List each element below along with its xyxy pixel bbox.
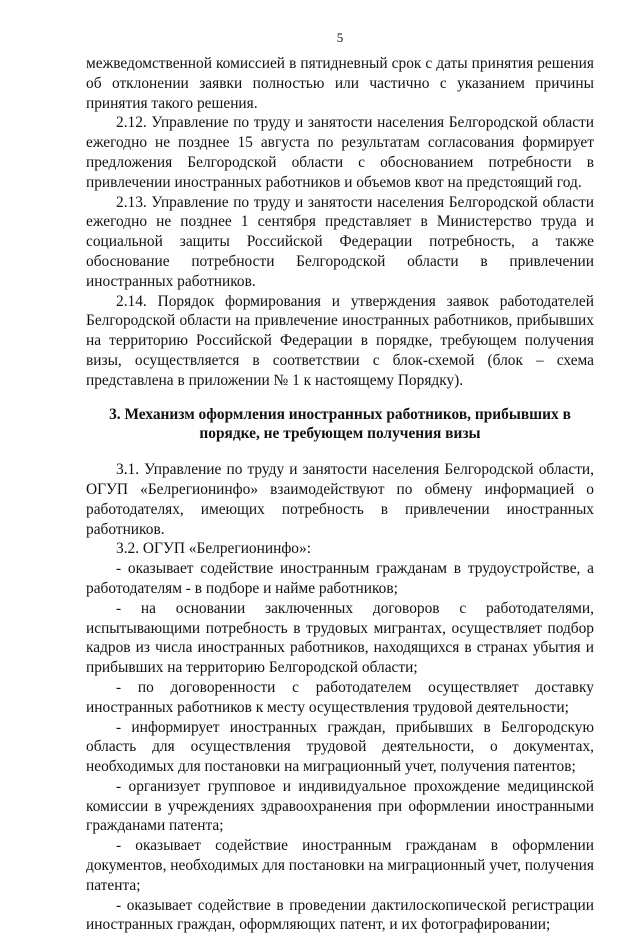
- paragraph-2-14: 2.14. Порядок формирования и утверждения заявок работодателей Белгородской области на привлечение иностранных работников, прибывших на территорию Российской Федерации в порядке, требующем получения визы, осуществляется в соответствии с блок-схемой (блок – схема представлена в приложении № 1 к настоящему Порядку).: [86, 292, 594, 389]
- paragraph-2-13: 2.13. Управление по труду и занятости населения Белгородской области ежегодно не позднее 1 сентября представляет в Министерство труда и социальной защиты Российской Федерации потребность, а также обоснование потребности Белгородской области в привлечении иностранных работников.: [86, 193, 594, 290]
- paragraph-2-12: 2.12. Управление по труду и занятости населения Белгородской области ежегодно не позднее 15 августа по результатам согласования формирует предложения Белгородской области с обоснованием потребности в привлечении иностранных работников и объемов квот на предстоящий год.: [86, 114, 594, 191]
- paragraph-3-2: 3.2. ОГУП «Белрегионинфо»:: [116, 540, 311, 558]
- paragraph-continuation: межведомственной комиссией в пятидневный срок с даты принятия решения об отклонении заявки полностью или частично с указанием причины принятия такого решения.: [86, 55, 594, 112]
- list-item-employment-assistance: - оказывает содействие иностранным гражданам в трудоустройстве, а работодателям - в подборе и найме работников;: [86, 560, 594, 597]
- paragraph-3-1: 3.1. Управление по труду и занятости населения Белгородской области, ОГУП «Белрегионинфо» взаимодействуют по обмену информацией о работодателях, имеющих потребность в привлечении иностранных работников.: [86, 461, 594, 538]
- list-item-documents-assistance: - оказывает содействие иностранным гражданам в оформлении документов, необходимых для постановки на миграционный учет, получения патента;: [86, 837, 594, 894]
- list-item-medical-commission: - организует групповое и индивидуальное прохождение медицинской комиссии в учреждениях здравоохранения при оформлении иностранными гражданами патента;: [86, 777, 594, 835]
- list-item-informing: - информирует иностранных граждан, прибывших в Белгородскую область для осуществления трудовой деятельности, о документах, необходимых для постановки на миграционный учет, получения патентов;: [86, 718, 594, 776]
- list-item-personnel-selection: - на основании заключенных договоров с работодателями, испытывающими потребность в трудовых мигрантах, осуществляет подбор кадров из числа иностранных работников, находящихся в странах убытия и прибывших на территорию Белгородской области;: [86, 599, 594, 677]
- list-item-delivery: - по договоренности с работодателем осуществляет доставку иностранных работников к месту осуществления трудовой деятельности;: [86, 678, 594, 716]
- list-item-fingerprinting: - оказывает содействие в проведении дактилоскопической регистрации иностранных граждан, оформляющих патент, и их фотографировании;: [86, 896, 594, 934]
- section-3-heading: 3. Механизм оформления иностранных работников, прибывших в порядке, не требующем получения визы: [109, 405, 571, 443]
- page-number: 5: [336, 30, 344, 45]
